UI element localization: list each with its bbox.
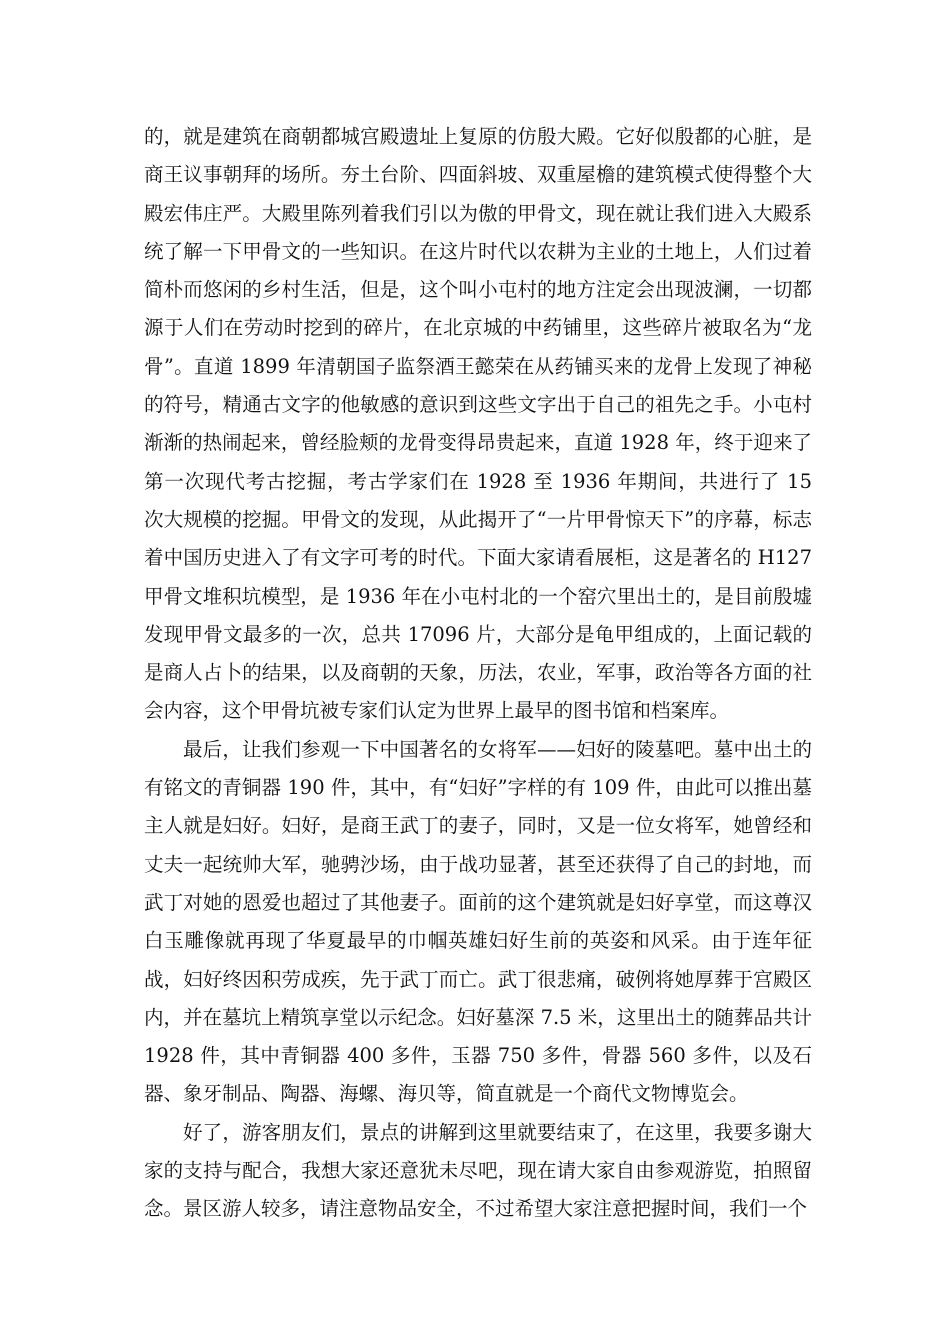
paragraph-oracle-bones: 的，就是建筑在商朝都城宫殿遗址上复原的仿殷大殿。它好似殷都的心脏，是商王议事朝拜的场所。夯土台阶、四面斜坡、双重屋檐的建筑模式使得整个大殿宏伟庄严。大殿里陈列着我们引以为傲的甲骨文，现在就让我们进入大殿系统了解一下甲骨文的一些知识。在这片时代以农耕为主业的土地上，人们过着简朴而悠闲的乡村生活，但是，这个叫小屯村的地方注定会出现波澜，一切都源于人们在劳动时挖到的碎片，在北京城的中药铺里，这些碎片被取名为“龙骨”。直道 1899 年清朝国子监祭酒王懿荣在从药铺买来的龙骨上发现了神秘的符号，精通古文字的他敏感的意识到这些文字出于自己的祖先之手。小屯村渐渐的热闹起来，曾经脸颊的龙骨变得昂贵起来，直道 1928 年，终于迎来了第一次现代考古挖掘，考古学家们在 1928 至 1936 年期间，共进行了 15 次大规模的挖掘。甲骨文的发现，从此揭开了“一片甲骨惊天下”的序幕，标志着中国历史进入了有文字可考的时代。下面大家请看展柜，这是著名的 H127 甲骨文堆积坑模型，是 1936 年在小屯村北的一个窑穴里出土的，是目前殷墟发现甲骨文最多的一次，总共 17096 片，大部分是龟甲组成的，上面记载的是商人占卜的结果，以及商朝的天象，历法，农业，军事，政治等各方面的社会内容，这个甲骨坑被专家们认定为世界上最早的图书馆和档案库。	[144, 125, 812, 723]
paragraph-fu-hao-tomb: 最后，让我们参观一下中国著名的女将军——妇好的陵墓吧。墓中出土的有铭文的青铜器 190 件，其中，有“妇好”字样的有 109 件，由此可以推出墓主人就是妇好。妇好，是商王武丁的妻子，同时，又是一位女将军，她曾经和丈夫一起统帅大军，驰骋沙场，由于战功显著，甚至还获得了自己的封地，而武丁对她的恩爱也超过了其他妻子。面前的这个建筑就是妇好享堂，而这尊汉白玉雕像就再现了华夏最早的巾帼英雄妇好生前的英姿和风采。由于连年征战，妇好终因积劳成疾，先于武丁而亡。武丁很悲痛，破例将她厚葬于宫殿区内，并在墓坑上精筑享堂以示纪念。妇好墓深 7.5 米，这里出土的随葬品共计 1928 件，其中青铜器 400 多件，玉器 750 多件，骨器 560 多件，以及石器、象牙制品、陶器、海螺、海贝等，简直就是一个商代文物博览会。	[144, 737, 812, 1106]
paragraph-closing: 好了，游客朋友们，景点的讲解到这里就要结束了，在这里，我要多谢大家的支持与配合，我想大家还意犹未尽吧，现在请大家自由参观游览，拍照留念。景区游人较多，请注意物品安全，不过希望大家注意把握时间，我们一个	[144, 1120, 812, 1221]
document-body	[144, 118, 812, 1229]
